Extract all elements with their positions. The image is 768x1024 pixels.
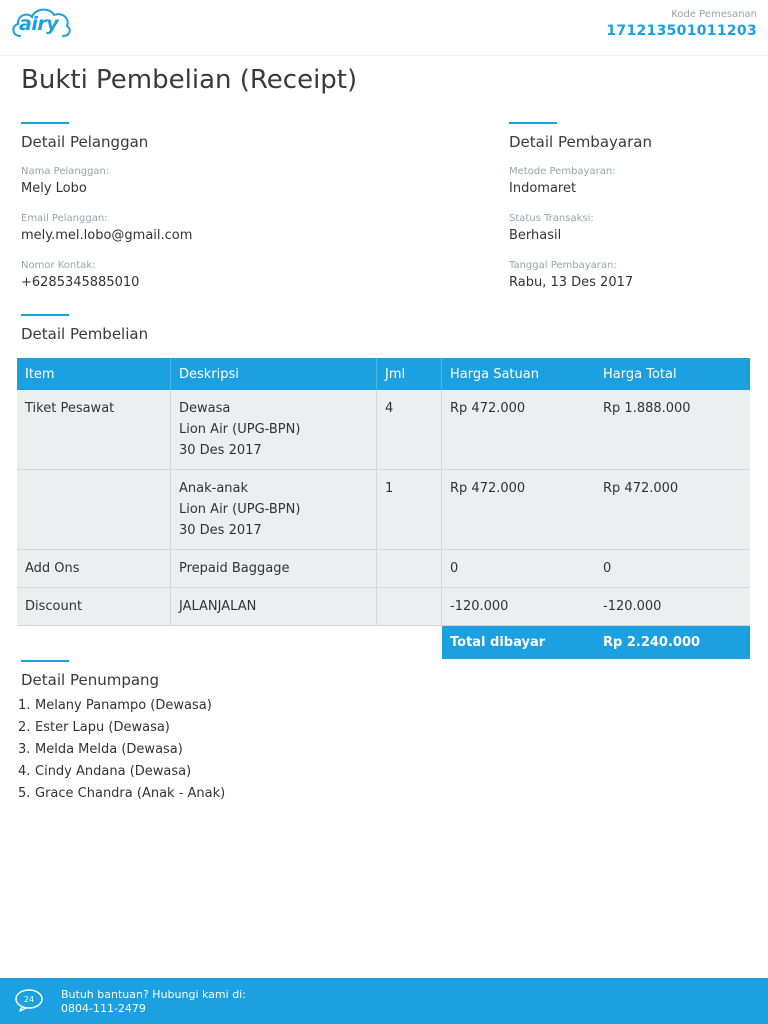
cell-item: Add Ons xyxy=(17,550,171,587)
section-divider xyxy=(509,122,557,124)
passenger-name: Ester Lapu (Dewasa) xyxy=(35,720,170,735)
total-box xyxy=(442,626,750,659)
list-item: 4. Cindy Andana (Dewasa) xyxy=(18,764,192,779)
passenger-name: Melany Panampo (Dewasa) xyxy=(35,698,212,713)
desc-line: 30 Des 2017 xyxy=(179,443,262,458)
table-row xyxy=(17,550,750,588)
table-row xyxy=(17,390,750,470)
desc-line: Lion Air (UPG-BPN) xyxy=(179,422,301,437)
cell-harga-total: Rp 472.000 xyxy=(603,481,679,496)
booking-code xyxy=(606,9,757,39)
table-row xyxy=(17,588,750,626)
section-title-pelanggan: Detail Pelanggan xyxy=(21,133,149,151)
cell-harga-total: Rp 1.888.000 xyxy=(603,401,691,416)
list-item: 2. Ester Lapu (Dewasa) xyxy=(18,720,170,735)
metode-value: Indomaret xyxy=(509,181,577,196)
table-row xyxy=(17,470,750,550)
desc-line: Prepaid Baggage xyxy=(179,561,290,576)
table-header xyxy=(17,358,750,390)
section-divider xyxy=(21,660,69,662)
airy-logo[interactable] xyxy=(10,6,72,40)
cell-jml xyxy=(377,550,442,587)
booking-code-value: 171213501011203 xyxy=(606,23,757,39)
passenger-name: Melda Melda (Dewasa) xyxy=(35,742,183,757)
desc-line: 30 Des 2017 xyxy=(179,523,262,538)
passenger-list xyxy=(18,697,225,807)
email-label: Email Pelanggan: xyxy=(21,213,108,224)
section-title-pembelian: Detail Pembelian xyxy=(21,325,149,343)
column-header-item: Item xyxy=(17,358,171,390)
desc-line: Dewasa xyxy=(179,401,231,416)
cell-harga-satuan: 0 xyxy=(450,561,459,576)
cell-jml: 1 xyxy=(377,470,442,549)
help-phone[interactable]: 0804-111-2479 xyxy=(61,1002,146,1015)
footer xyxy=(0,978,768,1024)
section-title-pembayaran: Detail Pembayaran xyxy=(509,133,652,151)
cell-harga-satuan: -120.000 xyxy=(450,599,509,614)
email-value: mely.mel.lobo@gmail.com xyxy=(21,228,193,243)
nama-value: Mely Lobo xyxy=(21,181,87,196)
metode-label: Metode Pembayaran: xyxy=(509,166,616,177)
kontak-value: +6285345885010 xyxy=(21,275,140,290)
cell-item xyxy=(17,470,171,549)
cell-deskripsi xyxy=(171,390,377,469)
svg-text:24: 24 xyxy=(23,995,35,1004)
list-item: 3. Melda Melda (Dewasa) xyxy=(18,742,183,757)
cell-harga-satuan: Rp 472.000 xyxy=(450,481,526,496)
cell-harga-satuan: Rp 472.000 xyxy=(450,401,526,416)
cell-item: Discount xyxy=(17,588,171,625)
section-divider xyxy=(21,122,69,124)
desc-line: JALANJALAN xyxy=(179,599,257,614)
cell-harga-total: 0 xyxy=(603,561,612,576)
support-24-7-icon xyxy=(14,988,44,1016)
cell-item: Tiket Pesawat xyxy=(17,390,171,469)
section-divider xyxy=(21,314,69,316)
kontak-label: Nomor Kontak: xyxy=(21,260,96,271)
purchase-table xyxy=(17,358,750,659)
column-header-jml: Jml xyxy=(377,358,442,390)
column-header-harga-total: Harga Total xyxy=(603,367,677,382)
total-value: Rp 2.240.000 xyxy=(603,635,701,650)
list-item: 5. Grace Chandra (Anak - Anak) xyxy=(18,786,226,801)
cell-jml xyxy=(377,588,442,625)
desc-line: Anak-anak xyxy=(179,481,249,496)
desc-line: Lion Air (UPG-BPN) xyxy=(179,502,301,517)
booking-code-label: Kode Pemesanan xyxy=(671,9,757,20)
status-label: Status Transaksi: xyxy=(509,213,594,224)
cell-deskripsi xyxy=(171,470,377,549)
total-row xyxy=(17,626,750,659)
page-title: Bukti Pembelian (Receipt) xyxy=(21,65,358,95)
column-header-harga-satuan: Harga Satuan xyxy=(450,367,539,382)
total-label: Total dibayar xyxy=(450,635,546,650)
list-item: 1. Melany Panampo (Dewasa) xyxy=(18,698,212,713)
status-value: Berhasil xyxy=(509,228,562,243)
column-header-deskripsi: Deskripsi xyxy=(171,358,377,390)
logo-text: airy xyxy=(19,13,59,35)
top-bar xyxy=(0,0,768,56)
help-text: Butuh bantuan? Hubungi kami di: xyxy=(61,988,246,1001)
section-title-penumpang: Detail Penumpang xyxy=(21,671,160,689)
cell-deskripsi xyxy=(171,588,377,625)
tanggal-value: Rabu, 13 Des 2017 xyxy=(509,275,634,290)
tanggal-label: Tanggal Pembayaran: xyxy=(509,260,617,271)
cell-deskripsi xyxy=(171,550,377,587)
passenger-name: Cindy Andana (Dewasa) xyxy=(35,764,192,779)
passenger-name: Grace Chandra (Anak - Anak) xyxy=(35,786,226,801)
cell-harga-total: -120.000 xyxy=(603,599,662,614)
footer-help xyxy=(61,988,246,1016)
cell-jml: 4 xyxy=(377,390,442,469)
nama-label: Nama Pelanggan: xyxy=(21,166,110,177)
